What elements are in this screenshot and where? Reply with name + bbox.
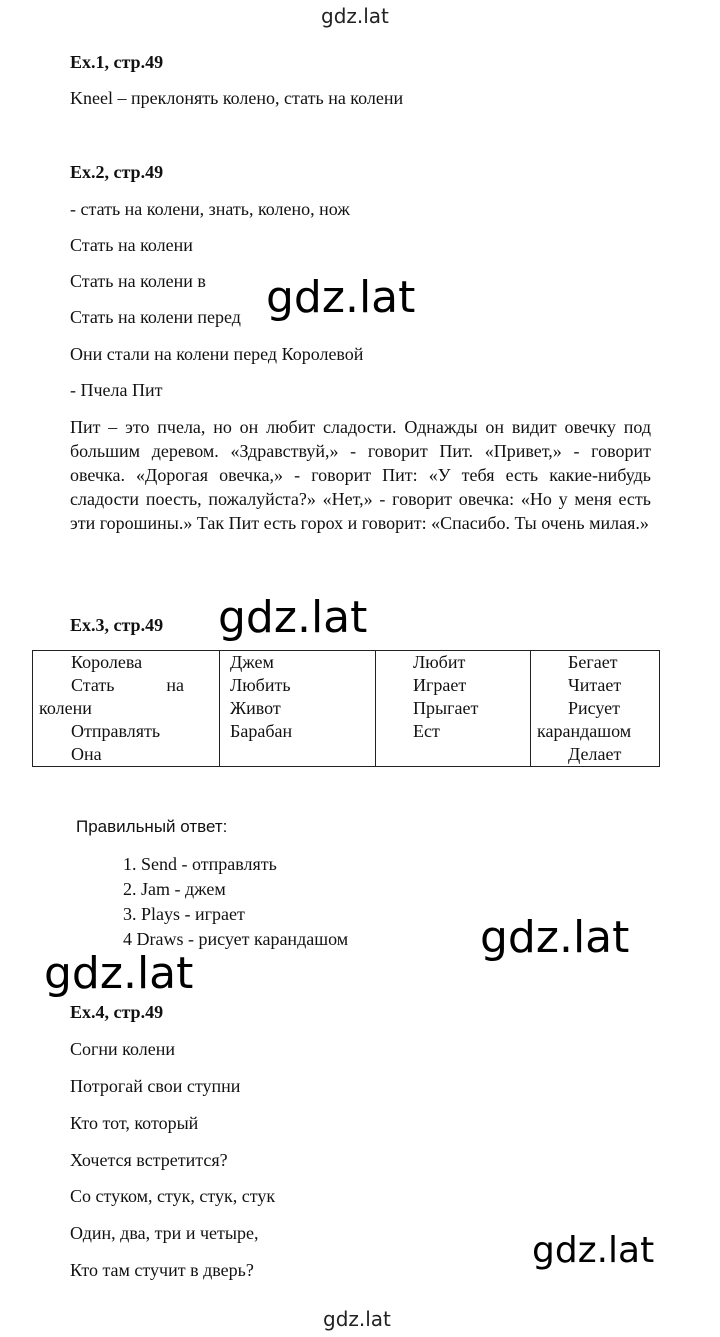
cell-word: Отправлять [71, 721, 161, 741]
answer-list [123, 852, 348, 952]
cell-word: Делает [568, 744, 622, 764]
ex4-line: Потрогай свои ступни [70, 1076, 241, 1096]
watermark: gdz.lat [44, 948, 194, 999]
ex2-line: Стать на колени перед [70, 307, 241, 327]
ex3-table [32, 650, 660, 767]
watermark: gdz.lat [218, 592, 368, 643]
ex4-line: Кто там стучит в дверь? [70, 1260, 254, 1280]
cell-word: Рисует [568, 698, 621, 718]
cell-word: колени [39, 698, 92, 718]
ex2-line: Стать на колени [70, 235, 193, 255]
cell-word: Играет [413, 675, 467, 695]
ex2-title: Ex.2, стр.49 [70, 162, 164, 182]
ex4-title: Ex.4, стр.49 [70, 1002, 164, 1022]
answer-label: Правильный ответ: [76, 817, 228, 836]
ex2-line: - Пчела Пит [70, 380, 163, 400]
watermark: gdz.lat [532, 1230, 655, 1271]
cell-word: Читает [568, 675, 622, 695]
cell-word-part: на [166, 675, 184, 695]
ex4-line: Хочется встретится? [70, 1150, 228, 1170]
ex2-line: Они стали на колени перед Королевой [70, 344, 364, 364]
cell-word: Джем [230, 652, 274, 672]
cell-word: карандашом [537, 721, 632, 741]
answer-item: 3. Plays - играет [123, 904, 245, 924]
ex1-line: Kneel – преклонять колено, стать на колени [70, 88, 404, 108]
ex4-line: Один, два, три и четыре, [70, 1223, 259, 1243]
answer-item: 1. Send - отправлять [123, 854, 277, 874]
ex2-line: Стать на колени в [70, 271, 206, 291]
cell-word: Любить [230, 675, 291, 695]
page-header: gdz.lat [321, 4, 389, 28]
answer-item: 4 Draws - рисует карандашом [123, 929, 349, 949]
table-cell [376, 651, 531, 767]
cell-word: Королева [71, 652, 143, 672]
cell-word: Любит [413, 652, 466, 672]
watermark: gdz.lat [480, 912, 630, 963]
ex4-line: Со стуком, стук, стук, стук [70, 1186, 276, 1206]
cell-word: Она [71, 744, 102, 764]
page-footer: gdz.lat [323, 1307, 391, 1331]
ex2-line: - стать на колени, знать, колено, нож [70, 199, 350, 219]
cell-word-part: Стать [71, 675, 115, 695]
ex2-paragraph [70, 415, 651, 535]
ex3-title: Ex.3, стр.49 [70, 615, 164, 635]
cell-word: Бегает [568, 652, 618, 672]
cell-word: Барабан [230, 721, 293, 741]
watermark: gdz.lat [266, 272, 416, 323]
table-cell [531, 651, 660, 767]
ex1-title: Ex.1, стр.49 [70, 52, 164, 72]
cell-word: Прыгает [413, 698, 479, 718]
cell-word: Живот [230, 698, 281, 718]
ex4-line: Кто тот, который [70, 1113, 199, 1133]
ex4-line: Согни колени [70, 1039, 175, 1059]
table-cell [33, 651, 220, 767]
cell-word [33, 674, 184, 697]
answer-item: 2. Jam - джем [123, 879, 226, 899]
story-text: Пит – это пчела, но он любит сладости. Однажды он видит овечку под большим деревом. «Здравствуй,» - говорит Пит. «Привет,» - говорит овечка. «Дорогая овечка,» - говорит Пит: «У тебя есть какие-нибудь сладости поесть, пожалуйста?» «Нет,» - говорит овечка: «Но у меня есть эти горошины.» Так Пит есть горох и говорит: «Спасибо. Ты очень милая.» [70, 417, 651, 533]
table-cell [220, 651, 376, 767]
cell-word: Ест [413, 721, 440, 741]
